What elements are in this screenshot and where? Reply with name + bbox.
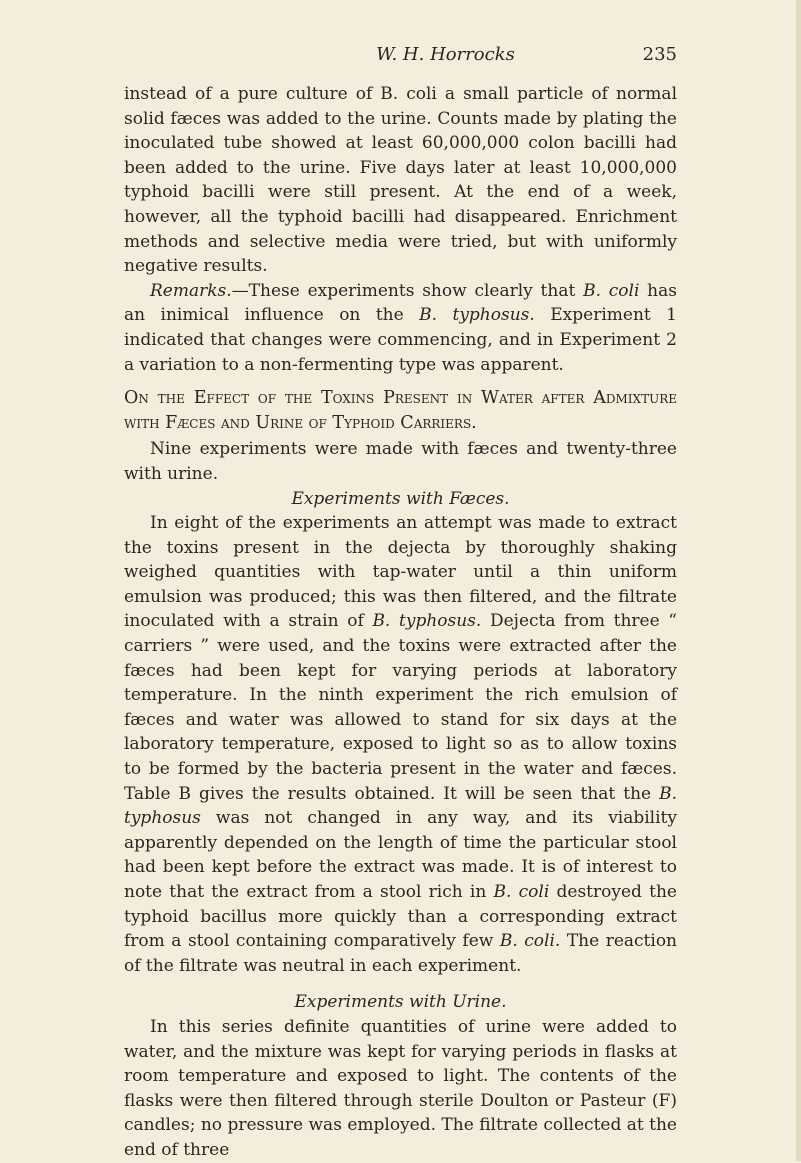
page-edge	[796, 0, 801, 1161]
running-head: W. H. Horrocks	[376, 44, 515, 65]
italic-run: B. coli	[493, 882, 550, 902]
text-run: has an inimical influence on the	[124, 280, 677, 326]
paragraph-urine: In this series definite quantities of urine were added to water, and the mixture was kept for varying periods in flasks at room temperature and exposed to light. The contents of the flasks were then filtered through sterile Doulton or Pasteur (F) candles; no pressure was employed. The filtrate collected at the end of three	[124, 1016, 677, 1160]
paragraph-remarks	[124, 279, 677, 377]
italic-run: B. typhosus.	[372, 611, 482, 632]
italic-run: B. coli.	[499, 931, 561, 952]
paragraph-continuation: instead of a pure culture of B. coli a small particle of normal solid fæces was added to the urine. Counts made by plating the inoculated tube showed at least 60,000,000 colon bacilli had been added to the urine. Five days later at least 10,000,000 typhoid bacilli were still present. At the end of a week, however, all the typhoid bacilli had disappeared. Enrichment methods and selective media were tried, but with uniformly negative results.	[124, 84, 677, 277]
subheading-faeces: Experiments with Fæces.	[291, 488, 510, 509]
text-run: —These experiments show clearly that	[231, 280, 584, 301]
subheading-urine: Experiments with Urine.	[294, 992, 507, 1013]
text-run: Experiment 1 indicated that changes were commencing, and in Experiment 2 a variation to a non-fermenting type was apparent.	[124, 305, 677, 375]
text-run: In eight of the experiments an attempt was made to extract the toxins present in the dejecta by thoroughly shaking weighed quantities with tap-water until a thin uniform emulsion was produced; this was then filtered, and the filtrate inoculated with a strain of	[124, 513, 677, 632]
text-run: The reaction of the filtrate was neutral in each experiment.	[124, 931, 677, 976]
section-heading: On the Effect of the Toxins Present in Water after Admixture with Fæces and Urine of Typhoid Carriers.	[124, 388, 677, 433]
body-text	[124, 82, 677, 1163]
text-run: Dejecta from three “ carriers ” were used, and the toxins were extracted after the fæces had been kept for varying periods at laboratory temperature. In the ninth experiment the rich emulsion of fæces and water was allowed to stand for six days at the laboratory temperature, exposed to light so as to allow toxins to be formed by the bacteria present in the water and fæces. Table B gives the results obtained. It will be seen that the	[124, 611, 677, 804]
text-run: was not changed in any way, and its viability apparently depended on the length of time the particular stool had been kept before the extract was made. It is of interest to note that the extract from a stool rich in	[124, 808, 677, 902]
italic-run: B. coli	[583, 280, 640, 301]
paragraph-intro: Nine experiments were made with fæces and twenty-three with urine.	[124, 439, 677, 484]
italic-run: B. typhosus.	[419, 305, 535, 326]
page-number: 235	[642, 44, 677, 65]
remarks-lead: Remarks.	[150, 280, 232, 301]
page-header	[270, 44, 621, 68]
text-run: destroyed the typhoid bacillus more quickly than a corresponding extract from a stool containing comparatively few	[124, 882, 677, 952]
paragraph-faeces	[124, 511, 677, 978]
italic-run: B. typhosus	[124, 783, 677, 829]
